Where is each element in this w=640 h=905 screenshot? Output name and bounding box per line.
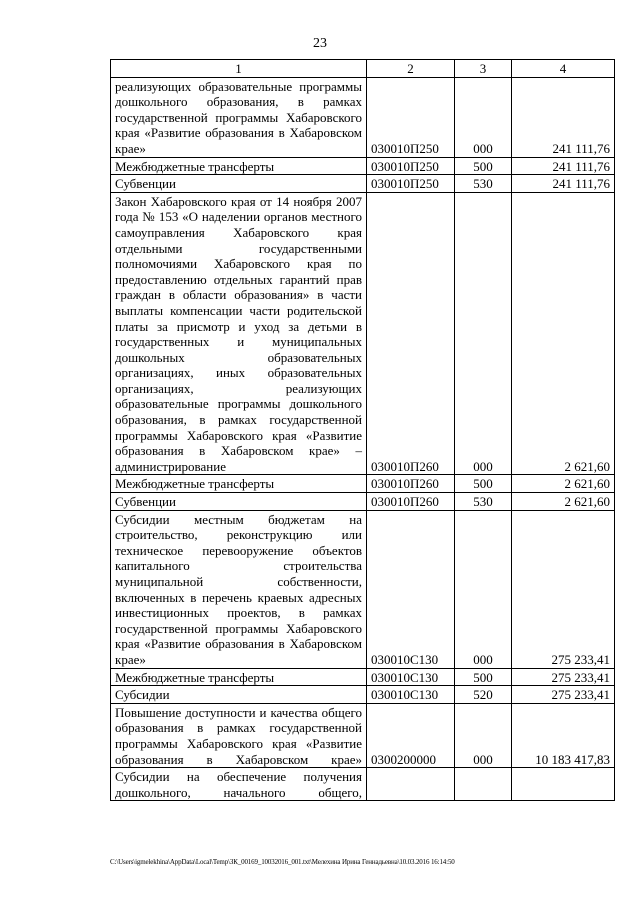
row-amount: 241 111,76 bbox=[512, 157, 615, 175]
row-type: 000 bbox=[455, 192, 512, 475]
row-code: 030010П260 bbox=[367, 192, 455, 475]
row-code: 030010С130 bbox=[367, 668, 455, 686]
table-row bbox=[111, 475, 615, 493]
footer-file-path: C:\Users\igmelekhina\AppData\Local\Temp\ЗК_00169_10032016_001.txt\Мелехина Ирина Геннадьевна\10.03.2016 16:14:50 bbox=[110, 858, 455, 866]
header-col-4: 4 bbox=[512, 60, 615, 78]
table-row bbox=[111, 510, 615, 668]
row-name: Межбюджетные трансферты bbox=[111, 157, 367, 175]
header-col-3: 3 bbox=[455, 60, 512, 78]
row-code: 030010П250 bbox=[367, 157, 455, 175]
table-row bbox=[111, 703, 615, 767]
row-type: 530 bbox=[455, 493, 512, 511]
row-type: 520 bbox=[455, 686, 512, 704]
table-row bbox=[111, 686, 615, 704]
row-code bbox=[367, 768, 455, 801]
header-col-1: 1 bbox=[111, 60, 367, 78]
row-amount: 241 111,76 bbox=[512, 77, 615, 157]
table-row bbox=[111, 77, 615, 157]
row-code: 030010П260 bbox=[367, 475, 455, 493]
row-name: реализующих образовательные программы дошкольного образования, в рамках государственной программы Хабаровского края «Развитие образования в Хабаровском крае» bbox=[111, 77, 367, 157]
row-type: 500 bbox=[455, 668, 512, 686]
budget-table bbox=[110, 59, 615, 801]
row-name: Субсидии bbox=[111, 686, 367, 704]
row-name: Повышение доступности и качества общего образования в рамках государственной программы Хабаровского края «Развитие образования в Хабаровском крае» bbox=[111, 703, 367, 767]
row-type: 000 bbox=[455, 703, 512, 767]
row-name: Межбюджетные трансферты bbox=[111, 475, 367, 493]
row-code: 030010С130 bbox=[367, 686, 455, 704]
row-name: Субсидии местным бюджетам на строительство, реконструкцию или техническое перевооружение объектов капитального строительства муниципальной собственности, включенных в перечень краевых адресных инвестиционных проектов, в рамках государственной программы Хабаровского края «Развитие образования в Хабаровском крае» bbox=[111, 510, 367, 668]
table-header-row bbox=[111, 60, 615, 78]
row-amount bbox=[512, 768, 615, 801]
row-amount: 275 233,41 bbox=[512, 510, 615, 668]
row-code: 030010С130 bbox=[367, 510, 455, 668]
row-code: 030010П250 bbox=[367, 175, 455, 193]
table-row bbox=[111, 175, 615, 193]
row-type bbox=[455, 768, 512, 801]
page-number: 23 bbox=[313, 36, 327, 51]
row-amount: 275 233,41 bbox=[512, 686, 615, 704]
row-amount: 10 183 417,83 bbox=[512, 703, 615, 767]
row-type: 500 bbox=[455, 475, 512, 493]
row-type: 000 bbox=[455, 77, 512, 157]
row-name: Субвенции bbox=[111, 175, 367, 193]
row-name: Межбюджетные трансферты bbox=[111, 668, 367, 686]
row-amount: 275 233,41 bbox=[512, 668, 615, 686]
row-amount: 2 621,60 bbox=[512, 475, 615, 493]
row-type: 530 bbox=[455, 175, 512, 193]
row-amount: 2 621,60 bbox=[512, 493, 615, 511]
row-type: 500 bbox=[455, 157, 512, 175]
row-code: 030010П260 bbox=[367, 493, 455, 511]
row-name: Субвенции bbox=[111, 493, 367, 511]
row-amount: 241 111,76 bbox=[512, 175, 615, 193]
header-col-2: 2 bbox=[367, 60, 455, 78]
table-row bbox=[111, 668, 615, 686]
row-code: 030010П250 bbox=[367, 77, 455, 157]
row-name: Субсидии на обеспечение получения дошкольного, начального общего, bbox=[111, 768, 367, 801]
row-name: Закон Хабаровского края от 14 ноября 2007 года № 153 «О наделении органов местного самоуправления Хабаровского края отдельными государственными полномочиями Хабаровского края по предоставлению отдельных гарантий прав граждан в области образования» в части выплаты компенсации части родительской платы за присмотр и уход за детьми в государственных и муниципальных дошкольных образовательных организациях, иных образовательных организациях, реализующих образовательные программы дошкольного образования, в рамках государственной программы Хабаровского края «Развитие образования в Хабаровском крае» – администрирование bbox=[111, 192, 367, 475]
table-row bbox=[111, 192, 615, 475]
row-amount: 2 621,60 bbox=[512, 192, 615, 475]
table-row bbox=[111, 157, 615, 175]
row-code: 0300200000 bbox=[367, 703, 455, 767]
table-row bbox=[111, 768, 615, 801]
table-row bbox=[111, 493, 615, 511]
row-type: 000 bbox=[455, 510, 512, 668]
